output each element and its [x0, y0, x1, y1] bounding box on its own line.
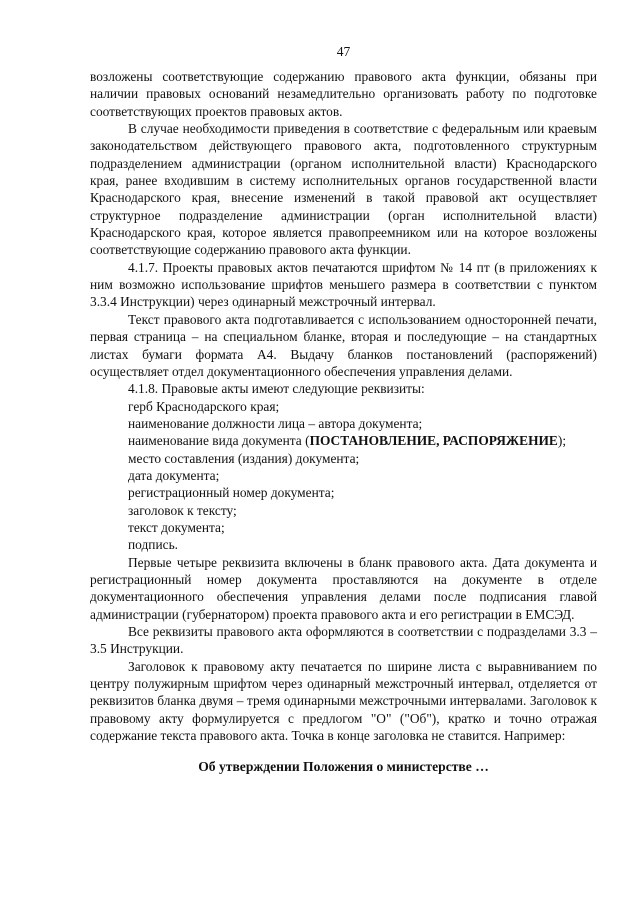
document-type-bold: ПОСТАНОВЛЕНИЕ, РАСПОРЯЖЕНИЕ — [309, 433, 558, 449]
paragraph-continuation: возложены соответствующие содержанию правового акта функции, обязаны при наличии правовых оснований незамедлительно организовать работу по подготовке соответствующих проектов правовых актов. — [90, 69, 597, 119]
paragraph-all-requisites: Все реквизиты правового акта оформляются в соответствии с подразделами 3.3 – 3.5 Инструкции. — [90, 624, 597, 657]
paragraph-first-four-requisites: Первые четыре реквизита включены в бланк правового акта. Дата документа и регистрационный номер документа проставляются на документе в отделе документационного обеспечения управления делами после подписания главой администрации (губернатором) проекта правового акта и его регистрации в ЕМСЭД. — [90, 554, 597, 622]
list-item: подпись. — [128, 537, 179, 553]
paragraph-4-1-7: 4.1.7. Проекты правовых актов печатаются шрифтом № 14 пт (в приложениях к ним возможно использование шрифтов меньшего размера в соответствии с пунктом 3.3.4 Инструкции) через одинарный межстрочный интервал. — [90, 259, 597, 310]
list-item: место составления (издания) документа; — [128, 450, 360, 466]
list-item: текст документа; — [128, 519, 225, 535]
paragraph-legal-succession: В случае необходимости приведения в соответствие с федеральным или краевым законодательством действующего правового акта, подготовленного структурным подразделением администрации (органом исполнительной власти) Краснодарского края, ранее входившим в систему исполнительных органов государственной власти Краснодарского края, внесение изменений в такой правовой акт осуществляет структурное подразделение администрации (орган исполнительной власти) Краснодарского края, которое является правопреемником или на которое возложены соответствующие содержанию правового акта функции. — [90, 121, 597, 258]
list-item-text: ); — [557, 433, 567, 449]
list-item: герб Краснодарского края; — [128, 398, 280, 414]
example-heading: Об утверждении Положения о министерстве … — [198, 759, 489, 775]
list-item: регистрационный номер документа; — [128, 485, 335, 501]
page-number: 47 — [336, 44, 351, 59]
list-item — [128, 432, 597, 449]
paragraph-printing: Текст правового акта подготавливается с использованием односторонней печати, первая страница – на специальном бланке, вторая и последующие – на стандартных листах бумаги формата А4. Выдачу бланков постановлений (распоряжений) осуществляет отдел документационного обеспечения управления делами. — [90, 311, 597, 379]
paragraph-heading-rules: Заголовок к правовому акту печатается по ширине листа с выравниванием по центру полужирным шрифтом через одинарный межстрочный интервал, отделяется от реквизитов бланка двумя – тремя одинарными межстрочными интервалами. Заголовок к правовому акту формулируется с предлогом "О" ("Об"), кратко и точно отражая содержание текста правового акта. Точка в конце заголовка не ставится. Например: — [90, 658, 597, 744]
paragraph-4-1-8: 4.1.8. Правовые акты имеют следующие реквизиты: — [128, 381, 425, 397]
list-item-text: наименование вида документа ( — [128, 433, 310, 449]
document-page — [90, 0, 597, 905]
list-item: заголовок к тексту; — [128, 502, 237, 518]
list-item: дата документа; — [128, 467, 220, 483]
document-body — [90, 68, 597, 776]
list-item: наименование должности лица – автора документа; — [128, 415, 423, 431]
requisites-list — [90, 398, 597, 554]
